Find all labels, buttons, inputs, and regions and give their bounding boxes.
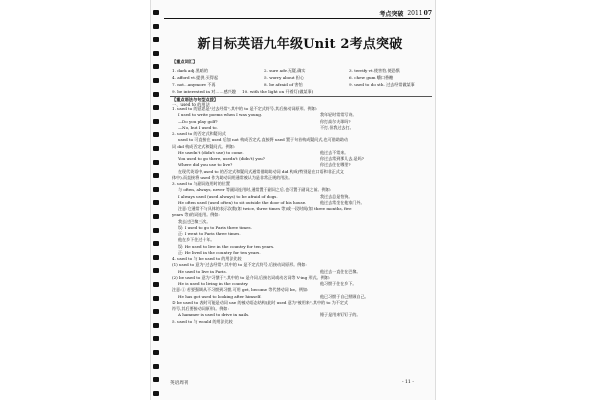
chinese-translation: 他习惯于住在乡下。 <box>320 281 357 286</box>
chinese-translation: 他过去常坐在他家门外。 <box>320 199 365 205</box>
article-body <box>172 106 430 325</box>
vocab-item: 6. chew gum 嚼口香糖 <box>349 75 394 80</box>
footer-magazine: 英语周刊 <box>170 381 189 386</box>
english-example: I always used (used always) to be afraid of dogs. <box>178 193 278 199</box>
body-line: 3. used to 与副词连用时的位置 <box>172 181 230 186</box>
page-number: - 11 - <box>402 380 414 385</box>
chinese-translation: 你过去住在哪里? <box>320 162 351 168</box>
english-example: He has got used to looking after himself. <box>178 293 262 299</box>
body-line: (1) used to 意为"过去经常",其中的 to 是不定式符号,后接动词原形。例如: <box>172 262 307 268</box>
binding-hole <box>153 228 159 233</box>
chinese-translation: 他已习惯于自己照顾自己。 <box>320 293 369 299</box>
body-line: 与 often, always, never 等副词连用时,通常置于副词之后,也可置于副词之前。例如: <box>178 187 332 193</box>
body-line: 在现代英语中,used to 的否定式和疑问式通常借助助动词 did 构成(特别是在口语和非正式文 <box>178 168 344 174</box>
body-line: 正: He lived in the country for ten years. <box>178 249 261 255</box>
english-example: I used to write poems when I was young. <box>178 112 263 118</box>
english-example: He is used to living in the country. <box>178 281 249 286</box>
chinese-translation: 你过去常到那儿去,是吗? <box>320 156 364 161</box>
chinese-translation: 他过去一直住在巴黎。 <box>320 268 361 274</box>
vocab-item <box>368 88 430 95</box>
body-line: 体中),而直接将 used 作为助动词用通常被认为是非常正规的用法。 <box>172 174 293 180</box>
binding-hole <box>153 309 159 314</box>
english-example: Where did you use to live? <box>178 162 233 168</box>
vocab-list <box>172 67 430 95</box>
body-line: (2) be used to 意为"习惯于",其中的 to 是介词,后接名词或动名词等 V-ing 形式。例如: <box>172 274 331 280</box>
binding-hole <box>153 105 159 110</box>
body-line: 5. used to 与 would 的用法比较 <box>172 318 233 324</box>
english-example: He usedn't (didn't use) to come. <box>178 149 244 155</box>
binding-hole <box>153 78 159 83</box>
vocab-item: 4. afford vt.提供,买得起 <box>172 75 218 80</box>
running-header <box>300 8 432 18</box>
body-line: 2. used to 的否定式和疑问式 <box>172 131 226 136</box>
chinese-translation: 你打高尔夫球吗? <box>320 118 351 124</box>
binding-hole <box>153 255 159 260</box>
body-line: 词 did 构成否定式和疑问式。例如: <box>172 143 236 149</box>
vocab-row <box>172 81 430 88</box>
binding-hole <box>153 119 159 124</box>
body-line: 我去过巴黎三次。 <box>178 218 211 224</box>
vocab-item: 2. sure adv.无疑,确实 <box>264 68 306 73</box>
page-title: 新目标英语九年级Unit 2考点突破 <box>197 37 403 52</box>
vocab-heading: 【重点词汇】 <box>172 59 198 64</box>
binding-hole <box>153 268 159 273</box>
binding-hole <box>153 64 159 69</box>
vocab-item: 8. be afraid of 害怕 <box>264 82 303 87</box>
binding-hole <box>153 51 159 56</box>
binding-hole <box>153 296 159 301</box>
binding-hole <box>153 24 159 29</box>
body-line: years 等)的词连用。例如: <box>172 212 220 218</box>
binding-hole <box>153 10 159 15</box>
english-example: He used to live in Paris. <box>178 268 227 274</box>
chinese-translation: 我过去总是怕狗。 <box>320 193 353 199</box>
vocab-item: 3. terrify vt.使害怕,使恐惧 <box>349 68 400 73</box>
body-line: 符号,其后要接动词原形)。例如: <box>172 306 229 311</box>
body-line: 1. used to 的意思是"过去经常",其中的 to 是不定式符号,其后接动词原形。例如: <box>172 106 318 111</box>
binding-hole <box>153 364 159 369</box>
chinese-translation: 我年轻时常常写诗。 <box>320 112 357 118</box>
binding-hole <box>153 323 159 328</box>
body-line: 4. used to 与 be used to 的用法比较 <box>172 256 242 261</box>
issue-year: 2011 <box>407 9 423 17</box>
binding-hole <box>153 37 159 42</box>
binding-hole <box>153 92 159 97</box>
spiral-binding <box>148 0 162 400</box>
body-line: 他在乡下住过十年。 <box>178 237 215 243</box>
body-line: ② be used to 表时可能是动词 use 的被动语态结构(此时 used 意为"被用来",其中的 to 为不定式 <box>172 299 348 305</box>
binding-hole <box>153 146 159 151</box>
vocab-row <box>172 74 430 81</box>
chinese-translation: 他过去不常来。 <box>320 149 349 155</box>
vocab-item: 10. with the light on 开着灯(做某事) <box>242 89 314 94</box>
chinese-translation: 锤子是用来钉钉子的。 <box>320 312 361 318</box>
english-example: You used to go there, usedn't (didn't) you? <box>178 156 265 161</box>
body-line: 注意:① 若要强调从不习惯到习惯,可用 get, become 等代替动词 be。例如: <box>172 287 309 293</box>
body-line: 误: I used to go to Paris three times. <box>178 224 252 230</box>
english-example: A hammer is used to drive in nails. <box>178 312 250 318</box>
binding-hole <box>153 160 159 165</box>
issue-number: 07 <box>423 9 432 17</box>
vocab-item: 1. dark adj.黑暗的 <box>172 68 208 73</box>
binding-hole <box>153 173 159 178</box>
binding-hole <box>153 336 159 341</box>
binding-hole <box>153 241 159 246</box>
binding-hole <box>153 391 159 396</box>
english-example: —Do you play golf? <box>178 118 218 124</box>
grammar-subheading: 一、used to 的用法 <box>172 102 210 107</box>
binding-hole <box>153 187 159 192</box>
binding-hole <box>153 377 159 382</box>
vocab-row <box>172 88 430 95</box>
binding-hole <box>153 200 159 205</box>
vocab-item: 5. worry about 担心 <box>264 75 304 80</box>
binding-hole <box>153 132 159 137</box>
chinese-translation: 不打,但我过去打。 <box>320 124 354 130</box>
binding-hole <box>153 214 159 219</box>
vocab-item: 9. used to do sth. 过去经常做某事 <box>349 82 415 87</box>
header-rule <box>164 18 430 19</box>
binding-hole <box>153 282 159 287</box>
vocab-item: 7. not...anymore 不再 <box>172 82 216 87</box>
vocab-row <box>172 67 430 74</box>
binding-hole <box>153 350 159 355</box>
body-line: used to 可直接在 used 后加 not 构成否定式,直接将 used 置于句首构成疑问式,也可借助助动 <box>178 137 348 143</box>
english-example: He often used (used often) to sit outside the door of his house. <box>178 199 307 205</box>
grammar-heading: 【重点语法与句型点拨】 <box>172 97 219 102</box>
body-line: 正: I went to Paris three times. <box>178 231 241 236</box>
vocab-item: 9. be interested in 对……感兴趣 <box>172 89 236 94</box>
magazine-section: 考点突破 <box>379 10 404 18</box>
english-example: —No, but I used to. <box>178 124 218 130</box>
body-line: 注意:它通常不与具体的表示次数(如 twice, three times 等)或一段时间(如 three months, five <box>178 206 352 211</box>
body-line: 误: He used to live in the country for ten years. <box>178 243 275 249</box>
